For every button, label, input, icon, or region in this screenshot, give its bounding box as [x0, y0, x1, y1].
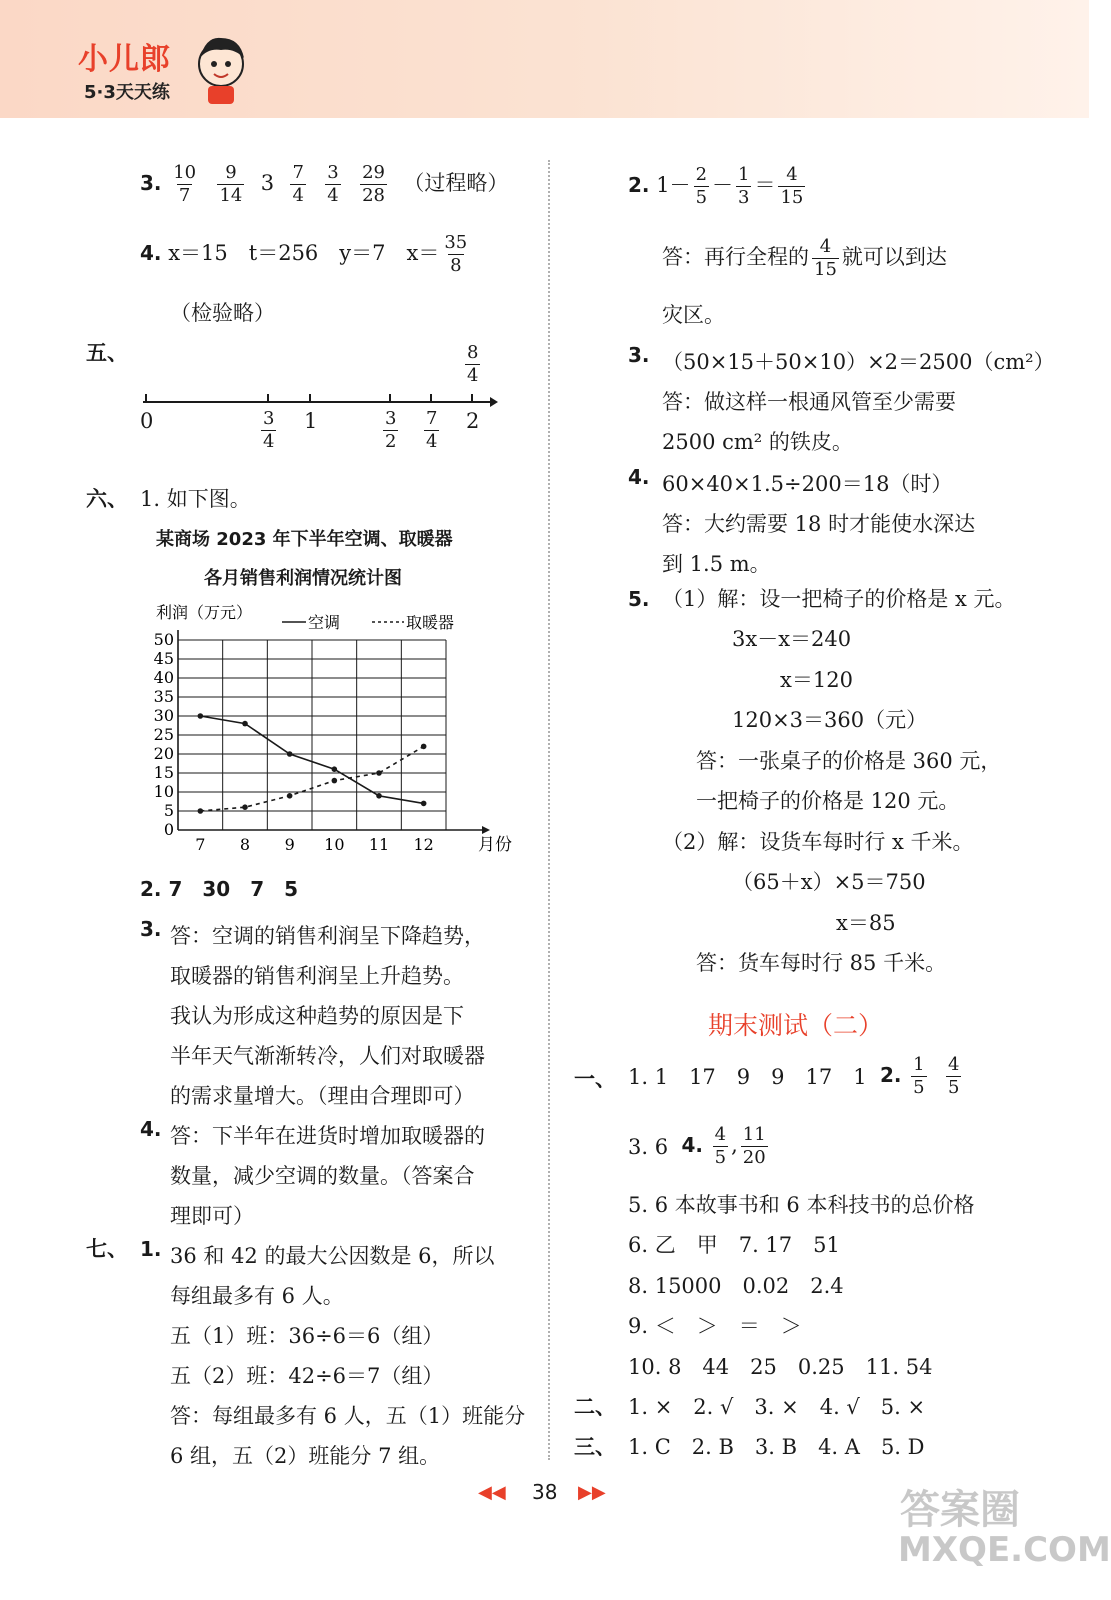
section-label: 三、: [574, 1435, 616, 1459]
left-q3: [140, 162, 508, 207]
y-tick-label: 10: [153, 782, 174, 801]
x-axis-arrow: [482, 826, 490, 834]
x-tick-label: 11: [368, 835, 390, 854]
fraction: $\frac{1}{3}$: [738, 164, 750, 208]
note: （过程略）: [403, 171, 509, 195]
next-arrows-icon: ▶▶: [578, 1482, 606, 1503]
tick-label: 1: [304, 409, 318, 433]
y-tick-label: 0: [163, 820, 174, 839]
left-s6-q2: [140, 876, 298, 902]
series-name: 5·3天天练: [84, 82, 170, 103]
section-label: 六、: [86, 487, 128, 511]
prev-arrows-icon: ◀◀: [478, 1482, 506, 1503]
fraction: $\frac{1}{5}$: [913, 1054, 925, 1098]
answer-line: 10. 8 44 25 0.25 11. 54: [628, 1355, 933, 1379]
brand-logo: 小儿郎: [78, 42, 171, 77]
fraction: $\frac{8}{4}$: [467, 342, 479, 386]
q-number: 4.: [140, 1117, 162, 1141]
answer-line: 3x－x＝240: [732, 627, 852, 651]
right-q4-text: 60×40×1.5÷200＝18（时） 答：大约需要 18 时才能使水深达 到 1.5 m。: [662, 472, 976, 576]
legend-air: 空调: [308, 613, 341, 632]
page-number: 38: [532, 1480, 558, 1504]
right-q2-answer: 答：再行全程的 $\frac{4}{15}$ 就可以到达: [662, 236, 947, 280]
q-number: 3.: [628, 343, 650, 367]
left-q4: [140, 232, 472, 277]
data-point: [332, 778, 338, 784]
answer-line: x＝120: [780, 668, 853, 692]
right-q2: 2. 1－ $\frac{2}{5}$ － $\frac{1}{3}$ ＝ $\frac{4}{15}$: [628, 164, 804, 208]
s7-q1-text: 36 和 42 的最大公因数是 6，所以 每组最多有 6 人。 五（1）班：36÷6＝6（组） 五（2）班：42÷6＝7（组） 答：每组最多有 6 人，五（1）班能分 6 组，五（2）班能分 7 组。: [170, 1244, 526, 1468]
y-tick-label: 30: [153, 706, 174, 725]
answer-line: 5. 6 本故事书和 6 本科技书的总价格: [628, 1193, 975, 1217]
fraction: $\frac{9}{14}$: [219, 162, 243, 206]
s6-q4-text: 答：下半年在进货时增加取暖器的 数量，减少空调的数量。（答案合 理即可）: [170, 1124, 485, 1228]
data-point: [287, 793, 293, 799]
fraction: $\frac{2}{5}$: [695, 164, 708, 208]
answer-line: （65＋x）×5＝750: [732, 870, 926, 894]
y-tick-label: 35: [153, 687, 174, 706]
data-point: [198, 713, 204, 719]
data-point: [242, 804, 248, 810]
y-tick-label: 25: [153, 725, 174, 744]
section-label: 七、: [86, 1237, 128, 1261]
y-tick-label: 5: [163, 801, 174, 820]
data-point: [242, 721, 248, 727]
fraction: $\frac{3}{2}$: [385, 408, 397, 452]
x-tick-label: 12: [413, 835, 434, 854]
watermark-logo: 答案圈: [900, 1487, 1020, 1533]
fraction: $\frac{7}{4}$: [426, 408, 438, 452]
fraction: $\frac{7}{4}$: [292, 162, 304, 206]
fraction: $\frac{4}{5}$: [947, 1054, 960, 1098]
note: （检验略）: [170, 301, 275, 325]
data-point: [376, 793, 382, 799]
column-divider: [548, 160, 550, 1460]
fraction: $\frac{4}{15}$: [814, 236, 837, 280]
q-number: 4.: [140, 241, 162, 265]
watermark-url: MXQE.COM: [898, 1530, 1111, 1570]
answer-line: 120×3＝360（元）: [732, 708, 928, 732]
data-point: [421, 801, 427, 807]
answer-line: （1）解：设一把椅子的价格是 x 元。: [662, 587, 1016, 611]
data-point: [287, 751, 293, 757]
fraction: $\frac{4}{5}$: [714, 1124, 727, 1168]
fraction: $\frac{29}{28}$: [362, 162, 385, 206]
answer-line: 1. C 2. B 3. B 4. A 5. D: [628, 1435, 925, 1459]
answer-line: （2）解：设货车每时行 x 千米。: [662, 830, 974, 854]
answer-line: 8. 15000 0.02 2.4: [628, 1274, 844, 1298]
x-axis-label: 月份: [478, 835, 512, 855]
q-number: 3.: [140, 171, 162, 195]
fraction: $\frac{11}{20}$: [742, 1124, 766, 1168]
s6-q3-text: 答：空调的销售利润呈下降趋势， 取暖器的销售利润呈上升趋势。 我认为形成这种趋势的原因是下 半年天气渐渐转冷，人们对取暖器 的需求量增大。（理由合理即可）: [170, 924, 485, 1108]
y-tick-label: 50: [153, 630, 174, 649]
section-label: 一、: [574, 1067, 616, 1091]
answer-line: 灾区。: [662, 303, 725, 327]
q-number: 3.: [140, 917, 162, 941]
number-line: [138, 392, 498, 412]
y-tick-label: 20: [153, 744, 174, 763]
fraction: $\frac{35}{8}$: [444, 232, 468, 276]
line-chart: [150, 598, 520, 868]
right-s1-row1: 1. 1 17 9 9 17 1 2. $\frac{1}{5}$ $\frac{4}{5}$: [628, 1054, 960, 1098]
fraction: $\frac{3}{4}$: [327, 162, 339, 206]
right-q3-text: （50×15＋50×10）×2＝2500（cm²） 答：做这样一根通风管至少需要 2500 cm² 的铁皮。: [662, 350, 1055, 454]
value: 3: [260, 171, 275, 195]
y-axis-label: 利润（万元）: [156, 603, 253, 622]
q-number: 1.: [140, 1237, 162, 1261]
x-tick-label: 7: [195, 835, 206, 854]
fraction: $\frac{10}{7}$: [173, 162, 197, 206]
tick-label: 2: [466, 409, 480, 433]
section-label: 五、: [86, 341, 128, 365]
answer-line: x＝85: [836, 911, 896, 935]
x-tick-label: 9: [284, 835, 295, 854]
y-tick-label: 40: [153, 668, 174, 687]
y-tick-label: 45: [153, 649, 174, 668]
legend-heater: 取暖器: [406, 613, 455, 632]
tick-label: 0: [140, 409, 154, 433]
q-number: 5.: [628, 587, 650, 611]
x-tick-label: 8: [239, 835, 251, 854]
answer-line: 答：货车每时行 85 千米。: [696, 951, 947, 975]
chart-title: 各月销售利润情况统计图: [204, 568, 402, 589]
chart-title: 某商场 2023 年下半年空调、取暖器: [156, 529, 453, 550]
data-point: [421, 744, 427, 750]
y-tick-label: 15: [153, 763, 174, 782]
right-s1-row2: 3. 6 4. $\frac{4}{5}$ , $\frac{11}{20}$: [628, 1124, 766, 1168]
data-point: [376, 770, 382, 776]
data-point: [332, 766, 338, 772]
x-tick-label: 10: [324, 835, 345, 854]
data-point: [198, 808, 204, 814]
answer-line: 6. 乙 甲 7. 17 51: [628, 1233, 840, 1257]
answer-line: 答：一张桌子的价格是 360 元，: [696, 749, 1002, 773]
answer: 2. 7 30 7 5: [140, 877, 299, 901]
fraction: $\frac{4}{15}$: [780, 164, 804, 208]
q-number: 4.: [628, 465, 650, 489]
section-heading: 期末测试（二）: [708, 1011, 884, 1040]
fraction: $\frac{3}{4}$: [263, 408, 275, 452]
answer: x＝15 t＝256 y＝7 x＝: [168, 241, 440, 265]
mascot-icon: [190, 26, 252, 106]
answer-line: 9. ＜ ＞ ＝ ＞: [628, 1314, 802, 1338]
answer-line: 1. × 2. √ 3. × 4. √ 5. ×: [628, 1395, 926, 1419]
answer-line: 一把椅子的价格是 120 元。: [696, 789, 960, 813]
section-label: 二、: [574, 1395, 616, 1419]
answer: 1. 如下图。: [140, 487, 251, 511]
